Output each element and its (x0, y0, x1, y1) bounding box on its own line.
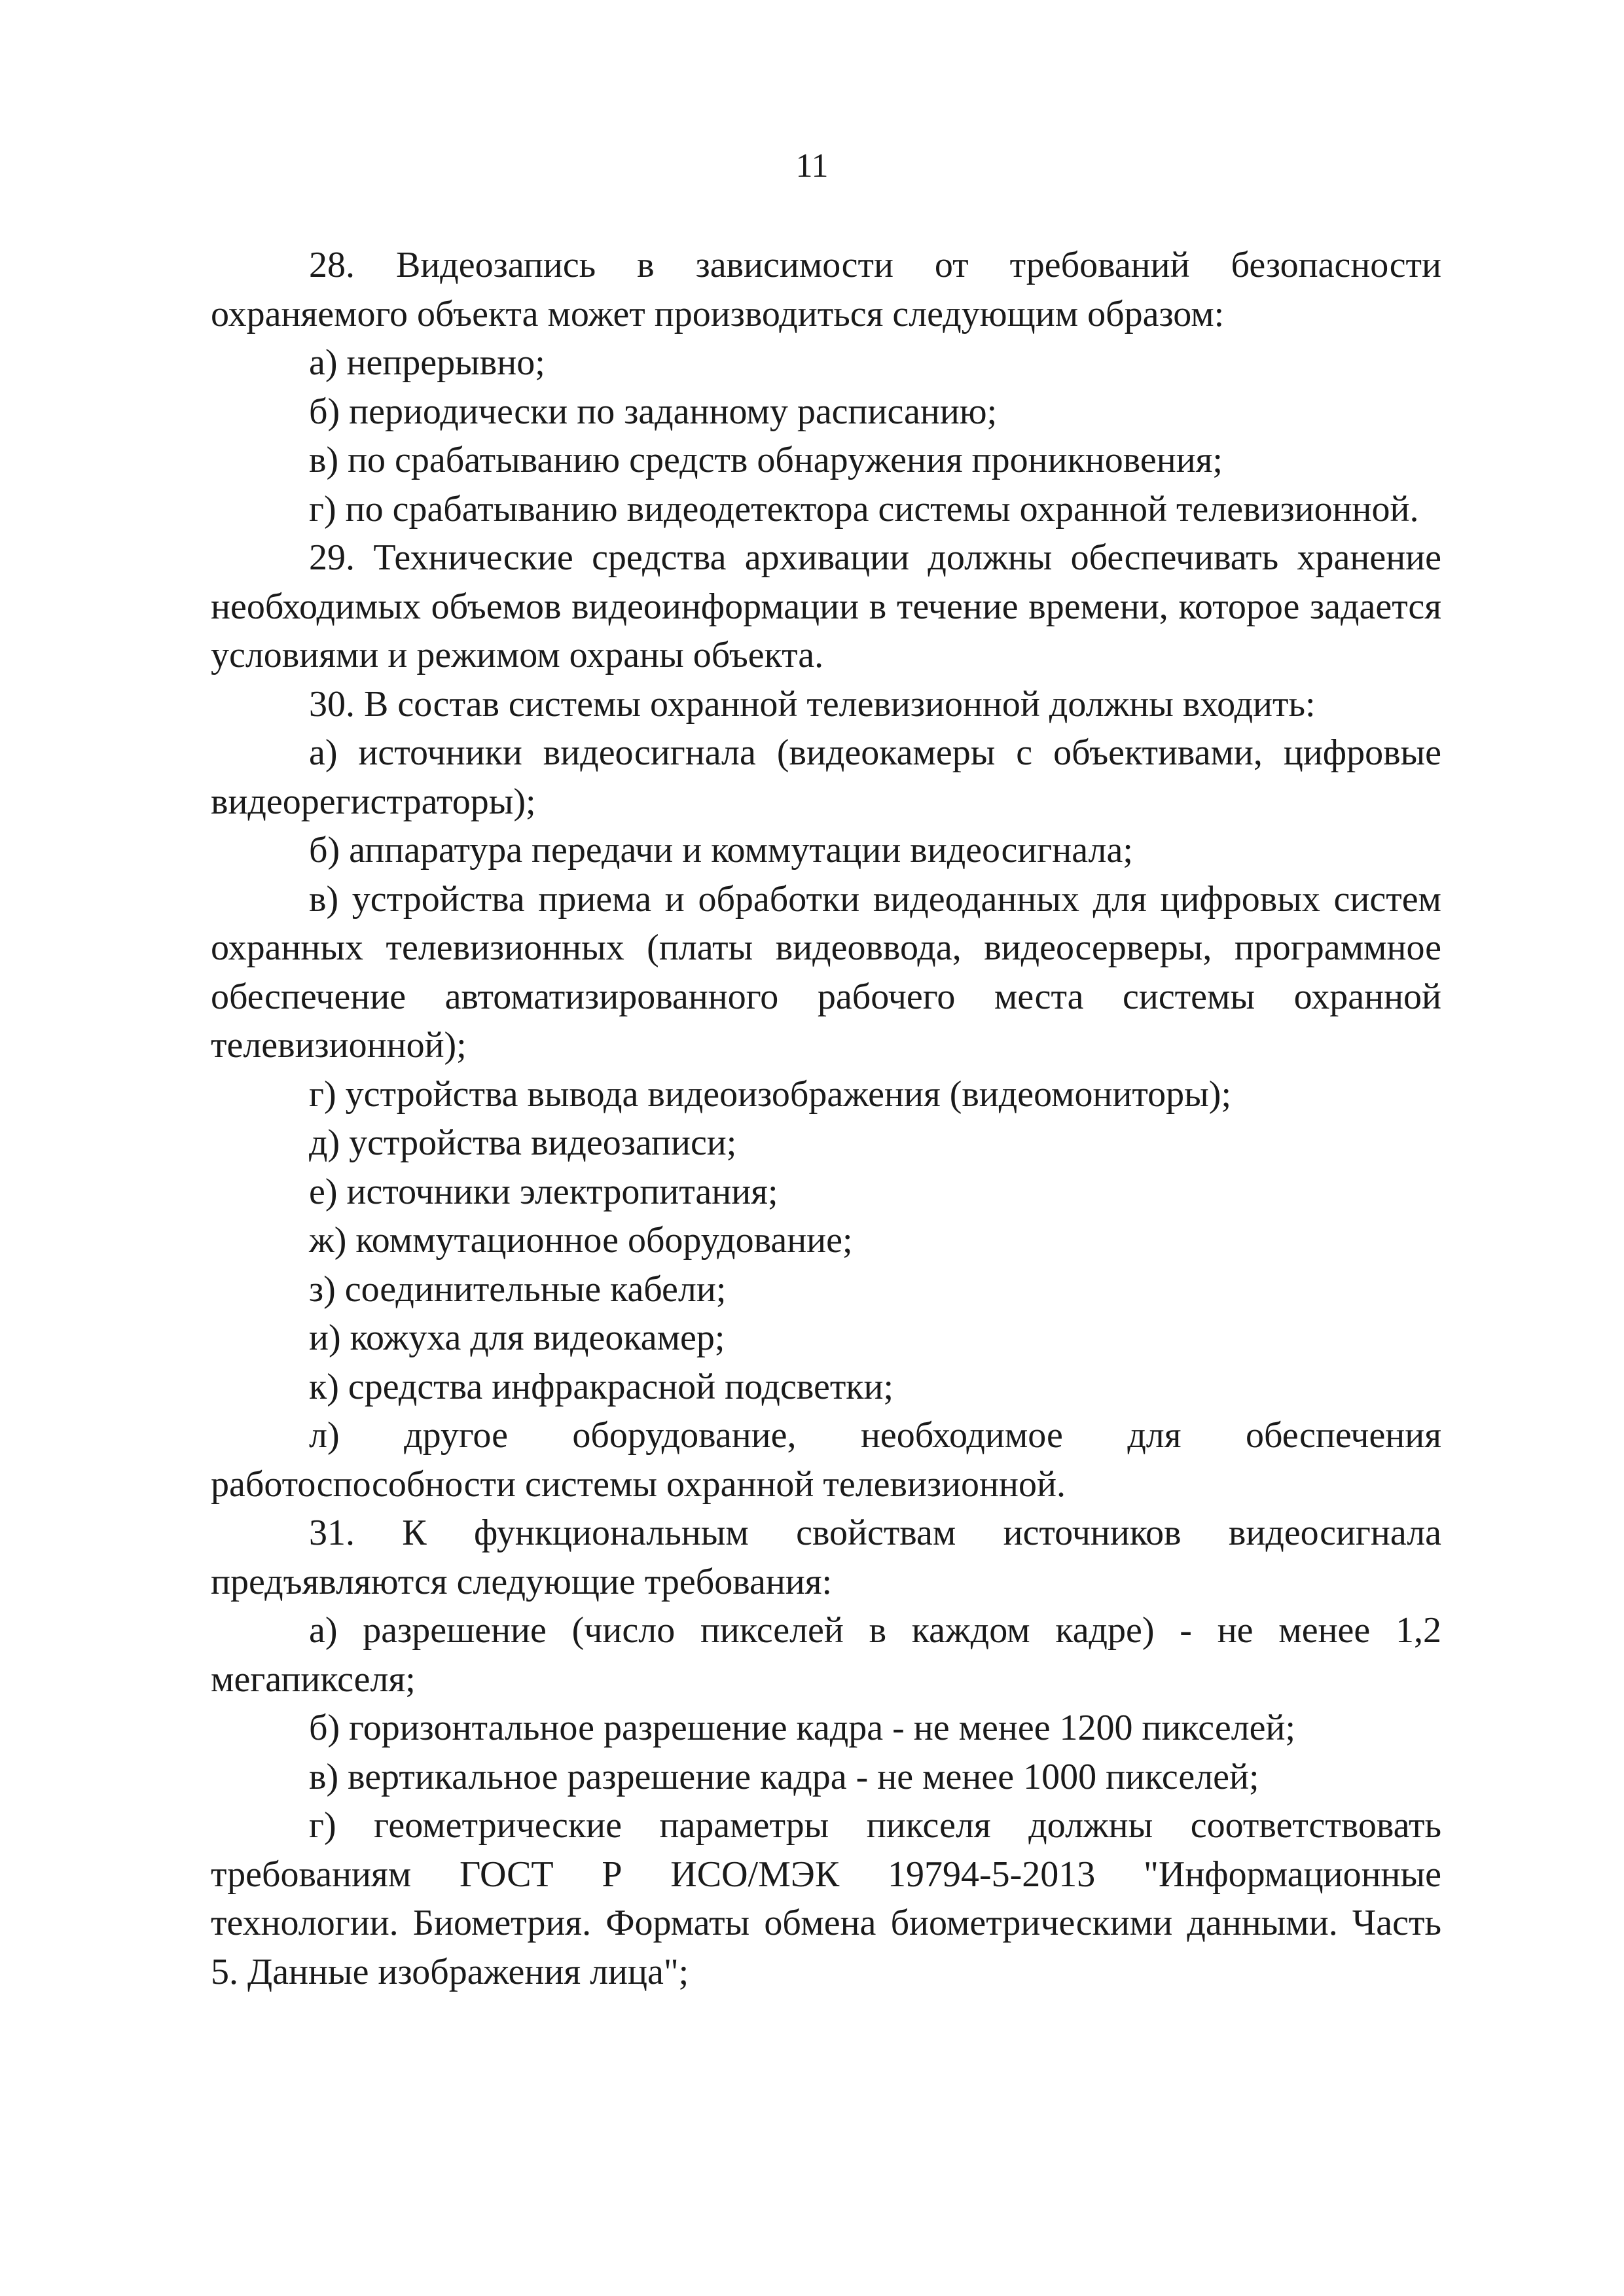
document-body (211, 241, 1441, 1996)
list-item-31v: в) вертикальное разрешение кадра - не менее 1000 пикселей; (309, 1756, 1259, 1797)
paragraph-28: 28. Видеозапись в зависимости от требований безопасности охраняемого объекта может производиться следующим образом: (211, 245, 1441, 334)
list-item-28g: г) по срабатыванию видеодетектора системы охранной телевизионной. (309, 488, 1419, 529)
paragraph-30: 30. В состав системы охранной телевизионной должны входить: (309, 683, 1316, 725)
list-item-30e: е) источники электропитания; (309, 1171, 778, 1212)
list-item-31a: а) разрешение (число пикселей в каждом кадре) - не менее 1,2 мегапикселя; (211, 1610, 1441, 1700)
list-item-31b: б) горизонтальное разрешение кадра - не менее 1200 пикселей; (309, 1708, 1296, 1748)
paragraph-31: 31. К функциональным свойствам источников видеосигнала предъявляются следующие требования: (211, 1513, 1441, 1602)
list-item-30z: з) соединительные кабели; (309, 1268, 727, 1310)
list-item-30zh: ж) коммутационное оборудование; (309, 1220, 853, 1261)
list-item-28b: б) периодически по заданному расписанию; (309, 391, 998, 432)
list-item-30a: а) источники видеосигнала (видеокамеры с объективами, цифровые видеорегистраторы); (211, 732, 1441, 822)
list-item-30d: д) устройства видеозаписи; (309, 1122, 737, 1163)
list-item-30l: л) другое оборудование, необходимое для обеспечения работоспособности системы охранной телевизионной. (211, 1415, 1441, 1505)
list-item-30i: и) кожуха для видеокамер; (309, 1318, 725, 1358)
list-item-28a: а) непрерывно; (309, 342, 545, 383)
list-item-30k: к) средства инфракрасной подсветки; (309, 1366, 894, 1407)
list-item-30v: в) устройства приема и обработки видеоданных для цифровых систем охранных телевизионных (платы видеоввода, видеосерверы, программное обеспечение автоматизированного рабочего места системы охранной телевизионной); (211, 878, 1441, 1066)
list-item-30g: г) устройства вывода видеоизображения (видеомониторы); (309, 1073, 1231, 1115)
list-item-30b: б) аппаратура передачи и коммутации видеосигнала; (309, 830, 1133, 870)
list-item-28v: в) по срабатыванию средств обнаружения проникновения; (309, 440, 1223, 480)
paragraph-29: 29. Технические средства архивации должны обеспечивать хранение необходимых объемов видеоинформации в течение времени, которое задается условиями и режимом охраны объекта. (211, 537, 1441, 675)
page-number: 11 (795, 147, 829, 185)
list-item-31g: г) геометрические параметры пикселя должны соответствовать требованиям ГОСТ Р ИСО/МЭК 19794-5-2013 "Информационные технологии. Биометрия. Форматы обмена биометрическими данными. Часть 5. Данные изображения лица"; (211, 1805, 1441, 1992)
